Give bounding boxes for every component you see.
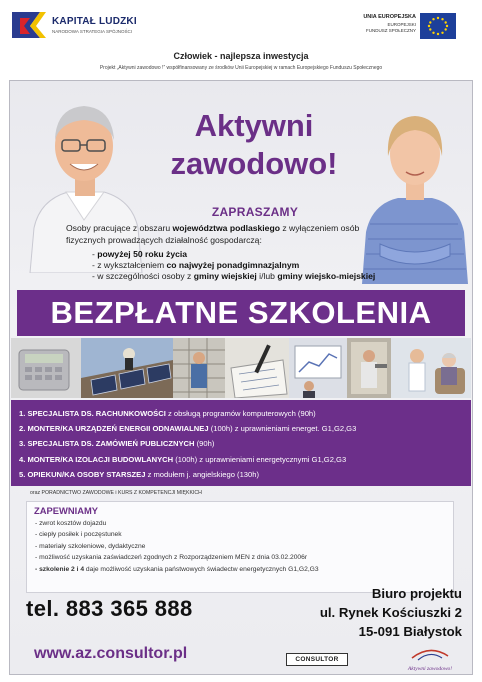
eu-fund-line2: FUNDUSZ SPOŁECZNY (365, 28, 416, 33)
course-item (19, 467, 471, 482)
criteria-item (92, 271, 462, 282)
office-city: 15-091 Białystok (358, 624, 462, 639)
course-title: 3. SPECJALISTA DS. ZAMÓWIEŃ PUBLICZNYCH (19, 439, 195, 449)
eu-fund-line1: EUROPEJSKI (387, 22, 416, 27)
criteria-pre: - w szczególności osoby z (92, 271, 194, 282)
project-note: Projekt „Aktywni zawodowo !” współfinansowany ze środków Unii Europejskiej w ramach Europejskiego Funduszu Społecznego (99, 65, 383, 71)
criteria-list (92, 249, 462, 283)
benefit-item (35, 564, 319, 575)
kapital-ludzki-logo (10, 10, 160, 44)
kapital-ludzki-title: KAPITAŁ LUDZKI (52, 16, 137, 27)
website-link[interactable]: www.az.consultor.pl (34, 645, 188, 662)
target-group-intro (66, 223, 386, 246)
consultor-logo: CONSULTOR (286, 653, 348, 666)
course-item (19, 421, 471, 436)
benefits-list (35, 518, 319, 575)
eu-flag-icon (420, 13, 456, 39)
public-tender-photo (289, 338, 347, 398)
benefit-item: - możliwość uzyskania zaświadczeń zgodnych z Rozporządzeniem MEN z dnia 03.02.2006r (35, 554, 308, 562)
wall-finishing-photo (347, 338, 391, 398)
criteria-bold: powyżej 50 roku życia (97, 249, 188, 259)
criteria-mid: i/lub (256, 271, 278, 282)
headline-line1: Aktywni (194, 108, 314, 143)
course-title: 5. OPIEKUN/KA OSOBY STARSZEJ (19, 469, 146, 479)
course-details: (90h) (194, 439, 215, 449)
criteria-item (92, 260, 462, 271)
eu-title: UNIA EUROPEJSKA (363, 14, 416, 20)
criteria-bold: co najwyżej ponadgimnazjalnym (166, 260, 300, 271)
benefit-rest: daje możliwość uzyskania państwowych świadectw energetycznych G1,G2,G3 (84, 565, 319, 573)
slogan: Człowiek - najlepsza inwestycja (173, 51, 309, 61)
extra-services-note: oraz PORADNICTWO ZAWODOWE i KURS Z KOMPETENCJI MIĘKKICH (30, 490, 202, 496)
course-title: 1. SPECJALISTA DS. RACHUNKOWOŚCI (19, 409, 166, 418)
intro-text-pre: Osoby pracujące z obszaru (66, 223, 173, 233)
criteria-bold2: gminy wiejsko-miejskiej (277, 271, 376, 282)
benefits-title: ZAPEWNIAMY (34, 505, 99, 516)
kapital-ludzki-subtitle: NARODOWA STRATEGIA SPÓJNOŚCI (52, 29, 133, 34)
criteria-pre: - (92, 249, 98, 259)
kapital-ludzki-flag-icon (10, 10, 48, 40)
course-details: z obsługą programów komputerowych (90h) (165, 409, 316, 418)
solar-roof-photo (81, 338, 173, 398)
free-training-banner: BEZPŁATNE SZKOLENIA (17, 290, 465, 336)
course-title: 2. MONTER/KA URZĄDZEŃ ENERGII ODNAWIALNEJ (19, 424, 209, 434)
intro-text-post: z wyłączeniem osób fizycznych prowadzących działalność gospodarczą: (66, 223, 360, 245)
criteria-pre: - z wykształceniem (92, 260, 167, 271)
course-details: (100h) z uprawnieniami energetycznymi G1,G2,G3 (173, 454, 347, 464)
course-details: z modułem j. angielskiego (130h) (145, 469, 259, 479)
intro-text-bold: województwa podlaskiego (172, 223, 280, 233)
headline (148, 107, 360, 183)
criteria-item (92, 249, 462, 260)
course-item (19, 452, 471, 467)
course-title: 4. MONTER/KA IZOLACJI BUDOWLANYCH (19, 454, 174, 464)
course-list (11, 400, 471, 486)
benefit-bold: - szkolenie 2 i 4 (35, 565, 85, 573)
benefit-item: - zwrot kosztów dojazdu (35, 520, 107, 527)
course-item (19, 406, 471, 421)
calculator-photo (11, 338, 81, 398)
architect-plans-photo (225, 338, 289, 398)
headline-line2: zawodowo! (170, 146, 338, 181)
phone-number[interactable]: tel. 883 365 888 (26, 596, 193, 621)
criteria-bold: gminy wiejskiej (193, 271, 257, 282)
building-insulation-photo (173, 338, 225, 398)
aktywni-zawodowo-logo (404, 646, 456, 674)
invite-heading: ZAPRASZAMY (211, 205, 299, 219)
elderly-care-photo (391, 338, 471, 398)
office-address (320, 584, 462, 641)
eu-logo (356, 13, 456, 43)
aktywni-logo-text: Aktywni zawodowo! (407, 666, 453, 672)
photo-strip (11, 338, 471, 398)
course-details: (100h) z uprawnieniami energet. G1,G2,G3 (208, 424, 357, 434)
office-street: ul. Rynek Kościuszki 2 (319, 605, 462, 620)
benefit-item: - materiały szkoleniowe, dydaktyczne (35, 542, 146, 550)
benefit-item: - ciepły posiłek i poczęstunek (35, 531, 122, 539)
office-title: Biuro projektu (371, 586, 462, 601)
course-item (19, 436, 471, 451)
